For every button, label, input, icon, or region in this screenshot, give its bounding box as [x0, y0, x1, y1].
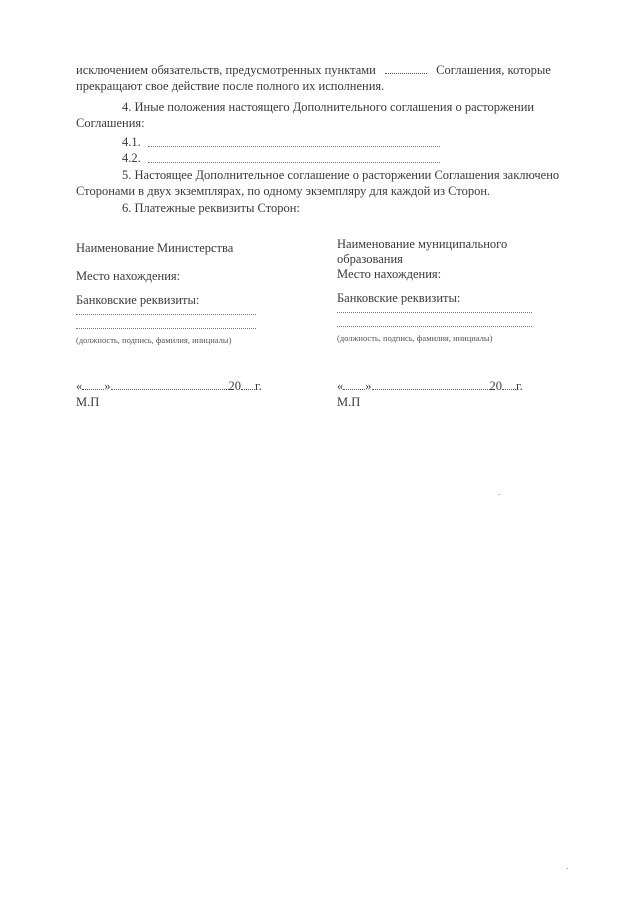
item-4-2-blank [148, 162, 440, 163]
left-party-bank-line-1 [76, 314, 256, 315]
item-4-1 [122, 134, 141, 150]
paragraph-3-text-a: исключением обязательств, предусмотренных пунктами [76, 63, 376, 77]
left-date-year: 20 [228, 379, 241, 393]
left-date-open-quote: « [76, 379, 83, 393]
left-party-signature-caption: (должность, подпись, фамилия, инициалы) [76, 335, 232, 345]
right-date-year-blank [502, 378, 516, 390]
scan-speck [566, 868, 568, 869]
right-party-name-line-1: Наименование муниципального [337, 237, 508, 251]
right-party-bank: Банковские реквизиты: [337, 291, 461, 305]
paragraph-6: 6. Платежные реквизиты Сторон: [122, 201, 300, 215]
left-date-day-blank [82, 378, 104, 390]
left-date-close-quote: » [104, 379, 111, 393]
item-4-1-blank [148, 146, 440, 147]
right-date-month-blank [372, 378, 490, 390]
right-date-open-quote: « [337, 379, 344, 393]
right-party-bank-line-2 [337, 326, 532, 327]
paragraph-3-line-2: прекращают свое действие после полного их исполнения. [76, 79, 385, 93]
paragraph-5-line-1: 5. Настоящее Дополнительное соглашение о расторжении Соглашения заключено [122, 168, 560, 182]
left-party-bank: Банковские реквизиты: [76, 293, 200, 307]
right-date-suffix: г. [516, 379, 523, 393]
left-party-seal: М.П [76, 395, 100, 409]
right-date-close-quote: » [365, 379, 372, 393]
left-date-suffix: г. [255, 379, 262, 393]
left-date-year-blank [241, 378, 255, 390]
right-date-day-blank [343, 378, 365, 390]
paragraph-3-line-1 [76, 62, 582, 78]
left-date-month-blank [111, 378, 229, 390]
item-4-2 [122, 150, 141, 166]
right-party-seal: М.П [337, 395, 361, 409]
left-party-date [76, 378, 262, 394]
paragraph-4-line-1: 4. Иные положения настоящего Дополнительного соглашения о расторжении [122, 100, 535, 114]
clause-number-blank [385, 62, 427, 74]
left-party-name: Наименование Министерства [76, 241, 234, 255]
scan-speck [498, 494, 500, 495]
right-date-year: 20 [489, 379, 502, 393]
left-party-bank-line-2 [76, 328, 256, 329]
item-4-1-label: 4.1. [122, 135, 141, 149]
paragraph-4-line-2: Соглашения: [76, 116, 145, 130]
right-party-location: Место нахождения: [337, 267, 442, 281]
right-party-name-line-2: образования [337, 252, 403, 266]
right-party-date [337, 378, 523, 394]
paragraph-5-line-2: Сторонами в двух экземплярах, по одному экземпляру для каждой из Сторон. [76, 184, 491, 198]
right-party-signature-caption: (должность, подпись, фамилия, инициалы) [337, 333, 493, 343]
left-party-location: Место нахождения: [76, 269, 181, 283]
paragraph-3-text-b: Соглашения, которые [436, 63, 551, 77]
right-party-bank-line-1 [337, 312, 532, 313]
item-4-2-label: 4.2. [122, 151, 141, 165]
